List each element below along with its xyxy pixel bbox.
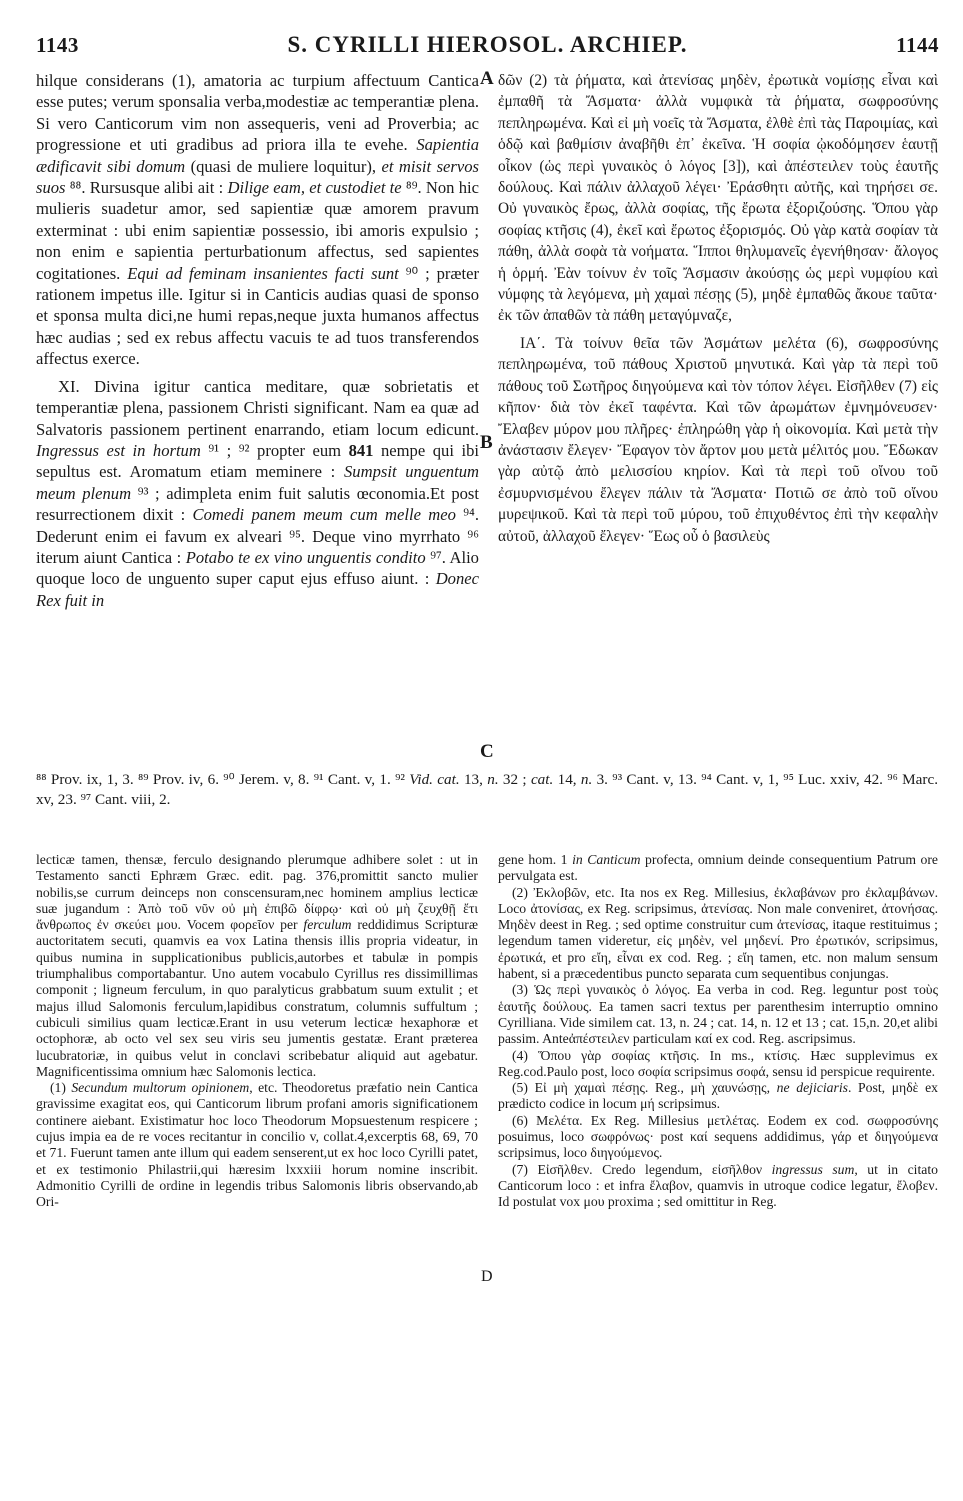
italic-word: ingressus sum [771,1161,855,1177]
italic-word: ne dejiciaris [776,1080,848,1096]
greek-section-ia: ΙΑ΄. Τὰ τοίνυν θεῖα τῶν Ἀσμάτων μελέτα (6), σωφροσύνης πεπληρωμένα, τοῦ πάθους Χριστοῦ μηνυτικά. Καὶ γὰρ τὰ περὶ τοῦ πάθους τοῦ Σωτῆρος διηγούμενα καὶ τὸν τόπον λέγει. Εἰσῆλθεν (7) εἰς κῆπον· διὰ τὸν ἐκεῖ ταφέντα. Καὶ τῶν ἀρωμάτων ἐμνημόνευσεν· Ἔλαβεν μύρον μου πλῆρες· ἐπληρώθη γὰρ ἡ οἰκονομία. Καὶ μετὰ τὴν ἀνάστασιν ἔλεγεν· Ἔφαγον τὸν ἄρτον μου μετὰ μέλιτός μου. Ἔδωκαν γὰρ αὐτῷ ἀπὸ μελισσίου κηρίον. Καὶ τὰ περὶ τοῦ οἴνου τοῦ ἐσμυρνισμένου ἔλεγεν πάλιν τὰ Ἄσματα· Ποτιῶ σε ἀπὸ τοῦ οἴνου μυρεψικοῦ. Καὶ τὰ περὶ τοῦ μύρου, τοῦ ἐπιχυθέντος ἐπὶ τὴν κεφαλὴν αὐτοῦ, ἀλλαχοῦ ἔλεγεν· Ἕως οὗ ὁ βασιλεὺς [498,334,938,545]
note-1 [36,1080,478,1210]
text-run: lecticæ tamen, thensæ, ferculo designando plerumque adhibere solet : ut in Testamento sancti Ephræm Græc. edit. pag. 376,promittit sancto mulier nobilis,se currum deinceps non conscensuram,nec hominem amplius lecticæ suæ jugandum : Ἀπὸ τοῦ νῦν οὐ μὴ ἐπιβῶ δίφρῳ· καὶ οὐ μὴ ζευχθῇ ἔτι ἄνθρωπος ἐν σκεύει μου. Vocem φορεῖον per [36,852,478,933]
margin-letter-d: D [481,1268,493,1285]
text-run: , ut in citato Canticorum loco : et infra ἔλαβον, quamvis in utroque codice legatur, ἔλοβεν. Id postulat vox μου proxima ; sed omittitur in Reg. [498,1161,938,1210]
text-run: ⁹¹ ; ⁹² propter eum [200,440,349,460]
italic-quote: Sapientia ædificavit sibi domum [36,135,479,176]
page-header [36,30,939,60]
ref-92-italic: n. [487,771,499,788]
ref-92-italic: cat. [530,771,554,788]
scripture-references [36,770,938,810]
text-run: profecta, omnium deinde consequentium Patrum ore pervulgata est. [498,852,938,884]
ref-92-part: 32 ; [498,771,531,788]
ref-89: ⁸⁹ Prov. iv, 6. [137,771,224,788]
italic-lemma: Secundum multorum opinionem [71,1080,250,1096]
ref-92-italic: Vid. cat. [409,771,460,788]
text-run: (5) Εἰ μὴ χαμαὶ πέσῃς. Reg., μὴ χαυνώσῃς, [512,1080,777,1096]
text-run: ⁸⁹. Non hic mulieris suadetur amor, sed sapientiæ quæ amorem pravum exterminat : ubi enim sapientiæ possessio, ibi amoris expulsio ; non enim e sapientia perturbationum affectus, sed sapientes cogitationes. [36,178,479,283]
note-number: (1) [50,1080,72,1096]
ref-93: ⁹³ Cant. v, 13. [612,771,702,788]
margin-letter-c: C [480,741,494,762]
text-run: ⁹⁴. Dederunt enim ei favum ex alveari ⁹⁵. Deque vino myrrhato ⁹⁶ iterum aiunt Cantica : [36,505,479,567]
text-run: , etc. Theodoretus præfatio nein Cantica gravissime exagitat eos, qui Canticorum librum profani amoris significationem continere aiebant. Existimatur hoc loco Theodorum Mopsuestenum respicere ; cujus impia ea de re voces recitantur in concilio v, collat.4,excerptis 68, 69, 70 et 71. Fuerunt tamen ante illum qui eadem senserent,ut ex hoc loco Cyrilli patet, et ex testimonio Philastrii,qui hæresim lxxxiii horum nomine inscribit. Admonitio Cyrilli de ordine in legendis tribus Salomonis libris observando,ab Ori- [36,1080,478,1210]
note-continuation-right [498,852,938,885]
text-run: hilque considerans (1), amatoria ac turpium affectuum Cantica esse putes; verum sponsalia verba,modestiæ ac temperantiæ plena. Si vero Canticorum vim non assequeris, veni ad Proverbia; ac progressione et uti gradibus ad priora illa te evehe. [36,71,479,155]
ref-91: ⁹¹ Cant. v, 1. [313,771,396,788]
ref-92: ⁹² [395,771,410,788]
italic-word: in Canticum [572,852,641,867]
ref-92-part: 13, [459,771,488,788]
italic-quote: Ingressus est in hortum [36,440,201,460]
ref-92-part: 3. [592,771,613,788]
italic-quote: et misit servos suos [36,156,479,198]
notes-left-column [36,852,478,1211]
note-3: (3) Ὡς περὶ γυναικὸς ὁ λόγος. Ea verba in cod. Reg. leguntur post τοὺς ἑαυτῆς δούλους. Ea tamen sacri textus per parenthesim interruptio omnino Cyrilliana. Vide similem cat. 13, n. 24 ; cat. 14, n. 12 et 13 ; cat. 15,n. 20,et alibi passim. Anteἀπέστειλεν particulam καί ex cod. Reg. ascripsimus. [498,982,938,1047]
text-run: nempe qui ibi sepultus est. Aromatum etiam meminere : [36,440,479,482]
column-marker: 841 [348,440,374,460]
italic-quote: Equi ad feminam insanientes facti sunt [127,263,399,283]
ref-92-part: 14, [553,771,581,788]
note-7 [498,1162,938,1211]
notes-right-column [498,852,938,1211]
note-4: (4) Ὅπου γὰρ σοφίας κτῆσις. In ms., κτίσις. Hæc supplevimus ex Reg.cod.Paulo post, loco σοφία scripsimus σοφά, sensu id perspicue requirente. [498,1047,938,1079]
italic-quote: Sumpsit unguentum meum plenum [36,462,479,503]
running-title: S. CYRILLI HIEROSOL. ARCHIEP. [287,32,688,57]
margin-letter-b: B [480,432,493,453]
text-run: . Post, μηδὲ ex prædicto codice in locum μή scripsimus. [498,1080,938,1112]
ref-94: ⁹⁴ Cant. v, 1, [701,771,784,788]
note-6: (6) Μελέτα. Ex Reg. Millesius μετλέτας. Eodem ex cod. σωφροσύνης posuimus, loco σωφρόνως· post καί sequens addidimus, γάρ et διηγούμενα scripsimus, loco διηγούμενος. [498,1112,938,1161]
note-5 [498,1080,938,1113]
latin-section-xi [36,376,479,611]
italic-quote: Dilige eam, et custodiet te [227,178,402,198]
italic-word: ferculum [303,917,352,933]
note-2: (2) Ἐκλοβῶν, etc. Ita nos ex Reg. Millesius, ἐκλαβάνων pro ἐκλαμβάνων. Loco ἀτονίσας, ex Reg. scripsimus, ἀτενίσας. Non male conveniret, ἀτονήσας. Μηδὲν deest in Reg. ; sed optime construitur cum ἀτενίσας, itaque restituimus ; legendum tamen videretur, εἰς μηδὲν, vel μηδενί. Pro ἐρωτικόν, scripsimus, ἐρωτικά, et pro εἴη, εἶναι ex cod. Reg. ; εἴη tamen, etc. non malum sensum habent, si a præcedentibus puncto separata cum sequentibus conjungas. [498,884,938,982]
latin-text-column [36,70,479,611]
ref-88: ⁸⁸ Prov. ix, 1, 3. [36,771,138,788]
column-number-right: 1144 [896,32,939,57]
ref-97: ⁹⁷ Cant. viii, 2. [80,791,171,808]
italic-quote: Comedi panem meum cum melle meo [192,505,456,525]
italic-quote: Potabo te ex vino unguentis condito [185,547,426,567]
column-number-left: 1143 [36,32,79,57]
text-run: gene hom. 1 [498,852,573,867]
ref-90: ⁹⁰ Jerem. v, 8. [223,771,314,788]
latin-paragraph-1 [36,70,479,370]
text-run: ⁹⁷. Alio quoque loco de unguento super caput ejus effuso aiunt. : [36,547,479,589]
ref-92-italic: n. [580,771,593,788]
greek-paragraph-1: δῶν (2) τὰ ῥήματα, καὶ ἀτενίσας μηδὲν, ἐρωτικὰ νομίσῃς εἶναι καὶ ἐμπαθῆ τὰ Ἄσματα· ἀλλὰ νυμφικὰ τὰ ῥήματα, σωφροσύνης πεπληρωμένα. Καὶ εἰ μὴ νοεῖς τὰ Ἄσματα, ἐλθὲ ἐπὶ τὰς Παροιμίας, καὶ ὁδῷ καὶ βαθμίσιν ἀναβῆθι ἐπ᾽ ἐκεῖνα. Ἡ σοφία ᾠκοδόμησεν ἑαυτῇ οἶκον (ὡς περὶ γυναικὸς ὁ λόγος [3]), καὶ ἀπέστειλεν τοὺς ἑαυτῆς δούλους. Καὶ πάλιν ἀλλαχοῦ λέγει· Ἐράσθητι αὐτῆς, καὶ τηρήσει σε. Οὐ γυναικὸς ἔρως, ἀλλὰ σοφίας, τῆς ἔρωτα ἐξοριζούσης. Ὅπου γὰρ σοφίας κτῆσις (4), ἐκεῖ καὶ ἔρωτος ἐξορισμός. Οὐ γὰρ κατὰ σοφίαν τὰ πάθη, ἀλλὰ σοφὰ τὰ νοήματα. Ἵπποι θηλυμανεῖς ἐγενήθησαν· ἄλογος ἡ ὁρμή. Ἐὰν τοίνυν ἐν τοῖς Ἄσμασιν ἀκούσῃς ὡς μερὶ νυμφίου καὶ νύμφης τὰ λεγόμενα, μὴ χαμαὶ πέσῃς (5), μηδὲ ἐμπαθῶς ἄκουε ταῦτα· ἐκ τῶν ἀπαθῶν τὰ πάθη μεταγύμναζε, [498,72,938,325]
text-run: ⁹³ ; adimpleta enim fuit salutis œconomia.Et post resurrectionem dixit : [36,483,479,525]
margin-letter-a: A [480,68,494,89]
text-run: ⁸⁸. Rursusque alibi ait : [65,178,228,198]
italic-quote: Donec Rex fuit in [36,569,479,610]
greek-text-column [498,70,938,547]
text-run: ⁹⁰ ; præter rationem impetus ille. Igitur si in Canticis audias quasi de sponso et sponsa multa dici,ne humi repas,neque juxta humanos affectus hæc audias ; sed ex rebus affectu vacuis te ad tuos transferendos affectus exerce. [36,263,479,369]
text-run: (quasi de muliere loquitur), [185,156,382,176]
ref-95: ⁹⁵ Luc. xxiv, 42. [783,771,888,788]
note-continuation [36,852,478,1080]
text-run: XI. Divina igitur cantica meditare, quæ sobrietatis et temperantiæ plena, passionem Christi significant. Nam ea quæ ad Salvatoris passionem pertinent enarrando, etiam locum edicunt. [36,376,479,439]
text-run: (7) Εἰσῆλθεν. Credo legendum, εἰσῆλθον [512,1161,772,1177]
text-run: reddidimus Scripturæ auctoritatem secuti, quamvis ea vox Latina thensis illis propria videatur, in quibus numina in supplicationibus publicis,autorbes et tabulæ in pompis triumphalibus comportabantur. Uno autem vocabulo Cyrillus res dissimillimas componit ; ligneum ferculum, in quo paralyticus grabbatum suum extulit ; et majus illud Salomonis ferculum,lapidibus constratum, columnis suffultum ; cubiculi similius quam lecticæ.Erant in usu veterum lecticæ hexaphoræ et octophoræ, ab octo vel sex seu viris seu jumentis gestatæ. Erant præterea lucubratoriæ, in quibus velut in conclavi scribebatur aliquid aut agebatur. Magnificentissima omnium hæc Salomonis lectica. [36,917,478,1079]
ref-96: ⁹⁶ Marc. xv, 23. [36,771,939,808]
